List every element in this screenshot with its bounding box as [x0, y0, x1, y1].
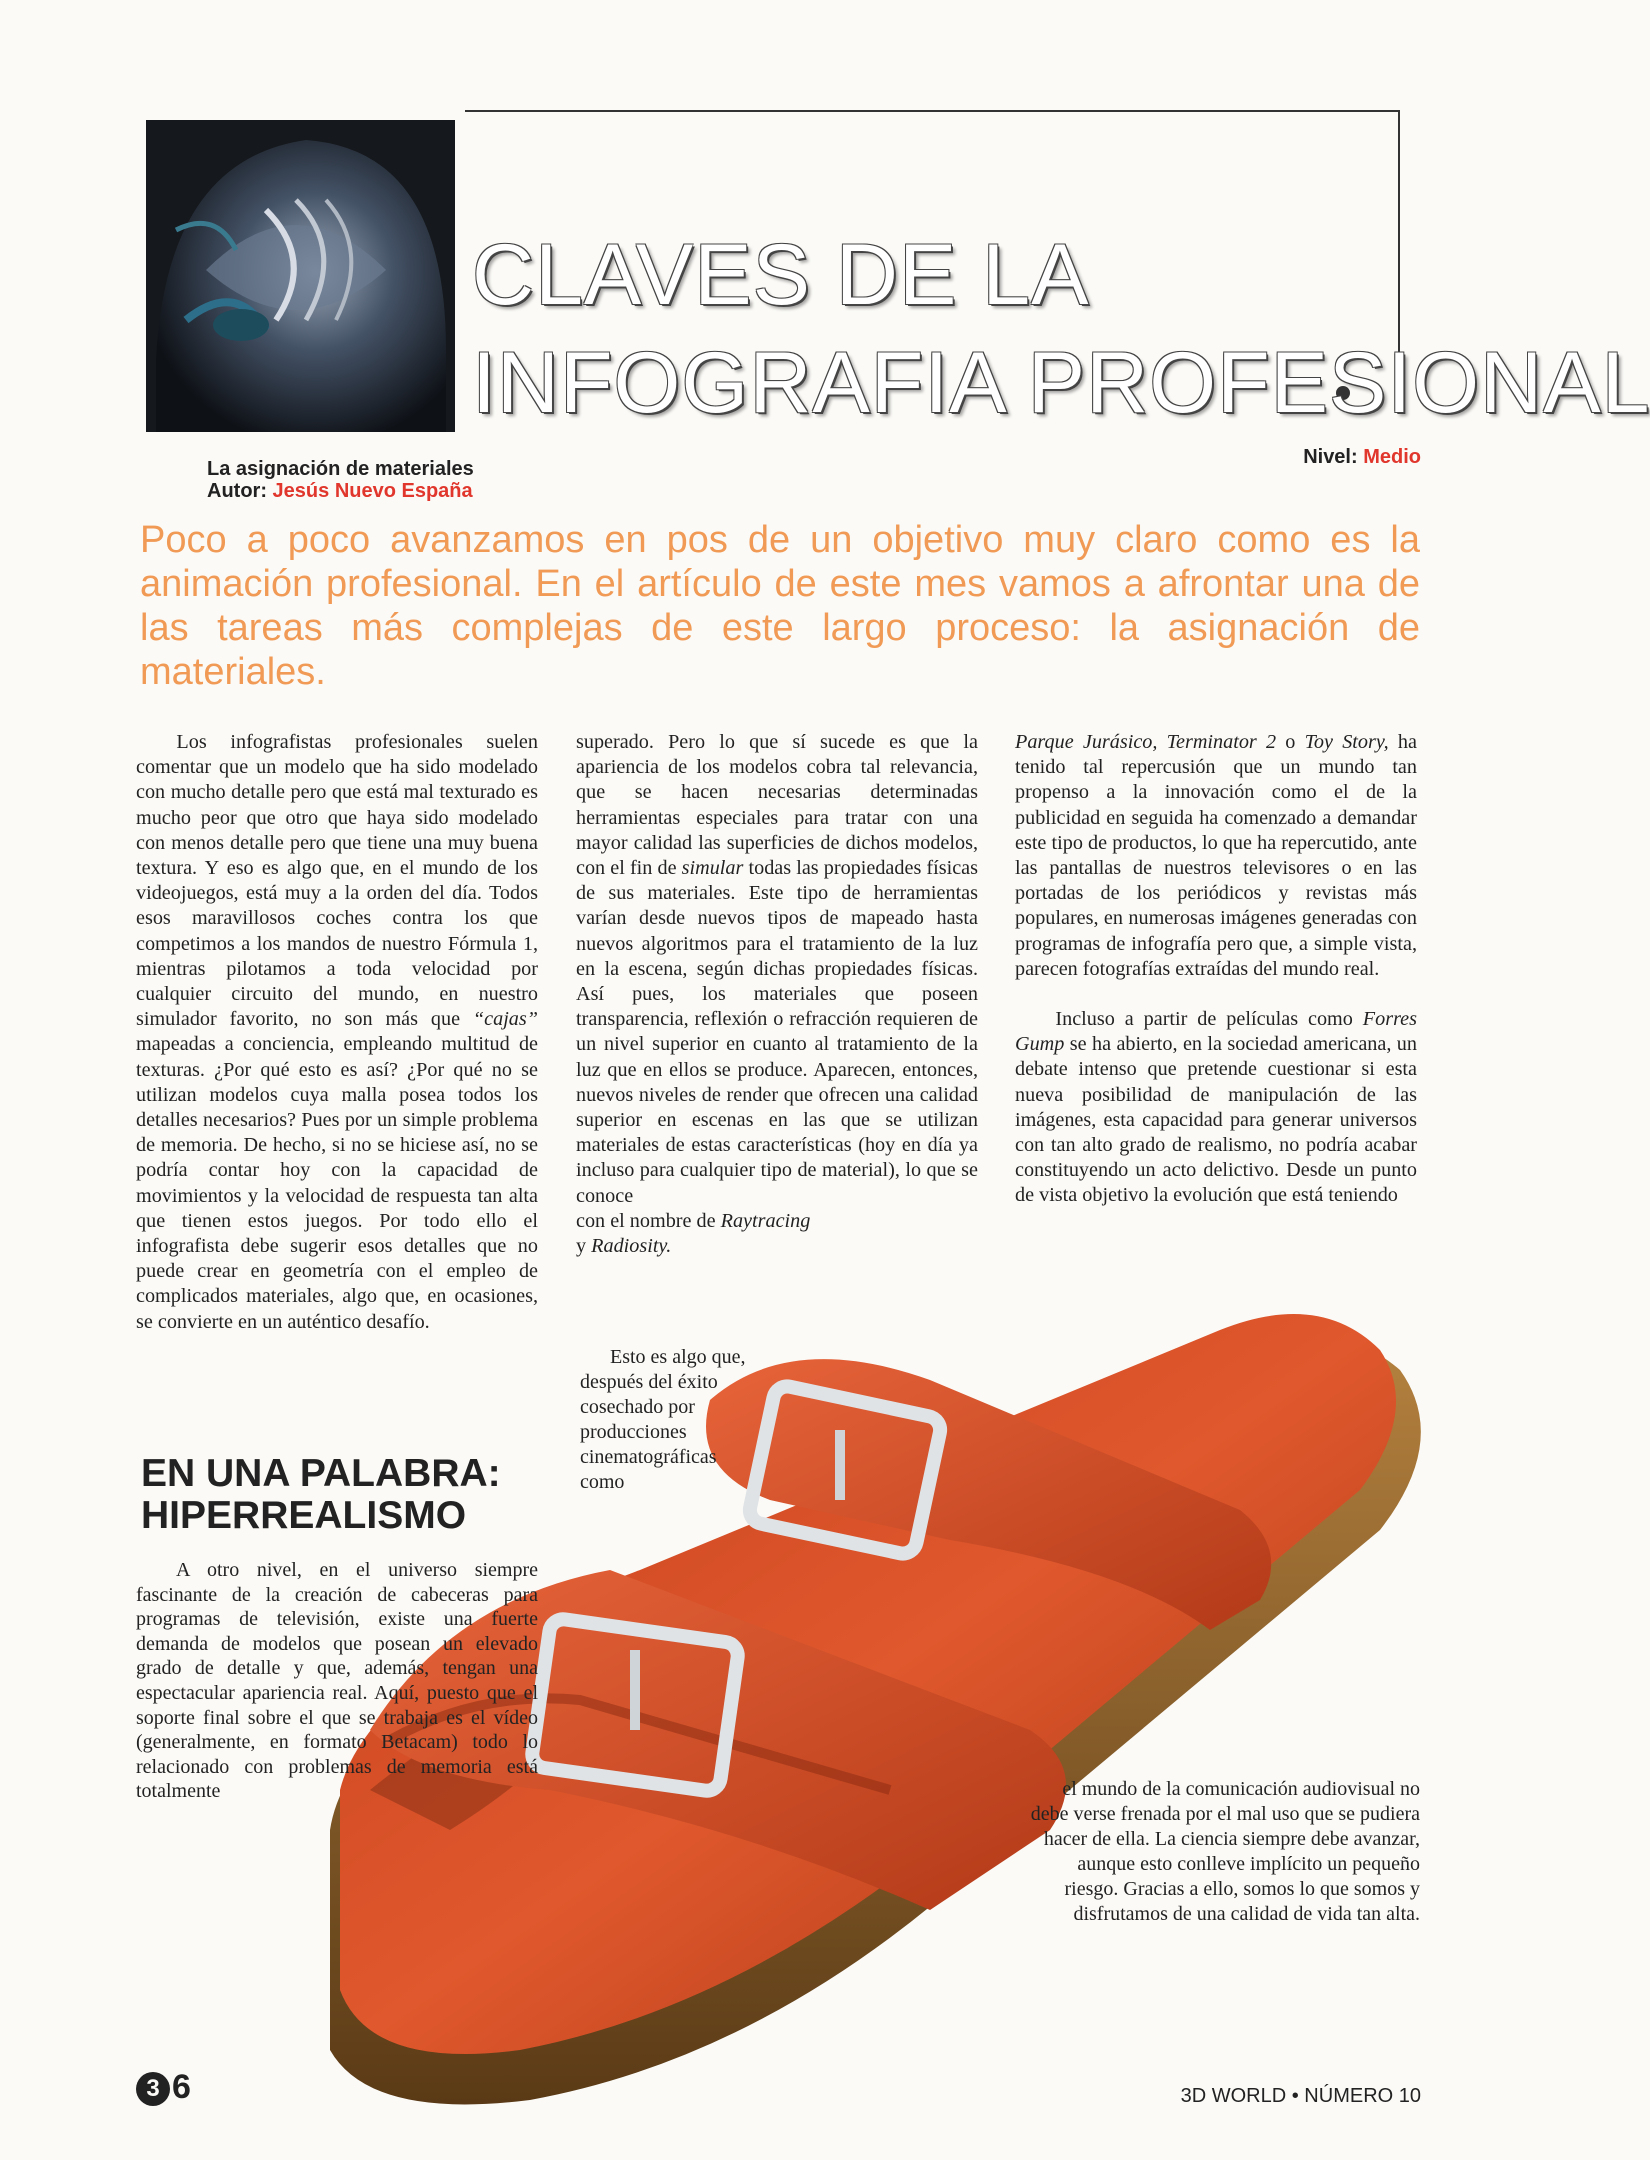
col2-paragraph-2: Esto es algo que, después del éxito cosechado por producciones cinematográficas como	[580, 1346, 746, 1493]
col3-text-b: Incluso a partir de películas como	[1055, 1008, 1363, 1031]
col2-emphasis-raytracing: Raytracing	[720, 1209, 811, 1232]
col1-paragraph-1	[136, 730, 538, 1335]
level-line	[1303, 446, 1421, 469]
col2-text-b: todas las propiedades físicas de sus materiales. Este tipo de herramientas varían desde nuevos tipos de mapeado hasta nuevos algoritmos para el tratamiento de la luz en la escena, según dichas propiedades físicas. Así pues, los materiales que poseen transparencia, reflexión o refracción requieren de un nivel superior en cuanto al tratamiento de la luz que en ellos se produce. Aparecen, entonces, nuevos niveles de render que ofrecen una calidad superior en escenas en las que se utilizan materiales de estas características (hoy en día ya incluso para cualquier tipo de material), lo que se conoce	[576, 857, 978, 1207]
col3-emphasis-forres: Forres Gump	[1015, 1008, 1417, 1056]
col1-text-b: mapeadas a conciencia, empleando multitud de texturas. ¿Por qué esto es así? ¿Por qué no se utilizan modelos cuya malla posea todos los detalles necesarios? Pues por un simple problema de memoria. De hecho, si no se hiciese así, no se podría contar hoy con la capacidad de movimientos y la velocidad de respuesta tan alta que tienen estos juegos. Por todo ello el infografista debe sugerir esos detalles que no puede crear en geometría con el empleo de complicados materiales, algo que, en ocasiones, se convierte en un auténtico desafío.	[136, 1033, 538, 1333]
article-title-line-2: INFOGRAFIA PROFESIONAL	[472, 335, 1650, 431]
col2-text-d: y	[576, 1235, 592, 1258]
col3-paragraph-3: el mundo de la comunicación audiovisual no debe verse frenada por el mal uso que se pudiera hacer de ella. La ciencia siempre debe avanzar, aunque esto conlleve implícito un pequeño riesgo. Gracias a ello, somos lo que somos y disfrutamos de una calidad de vida tan alta.	[1030, 1778, 1420, 1925]
col1-emphasis: “cajas”	[472, 1008, 538, 1031]
level-label: Nivel:	[1303, 446, 1358, 468]
col3-paragraph-2	[1015, 1007, 1417, 1209]
author-name: Jesús Nuevo España	[272, 480, 473, 502]
author-line	[207, 480, 473, 503]
level-value: Medio	[1363, 446, 1421, 468]
section-heading-line-1: EN UNA PALABRA:	[141, 1452, 501, 1495]
col2-line-radiosity	[576, 1234, 978, 1259]
magazine-footer: 3D WORLD • NÚMERO 10	[1180, 2085, 1421, 2107]
col2-emphasis: simular	[681, 857, 744, 880]
col3-emphasis-parque: Parque Jurásico, Terminator 2	[1015, 731, 1277, 753]
column-1	[136, 730, 538, 1335]
section-heading	[141, 1453, 571, 1537]
page-number-circled-digit: 3	[136, 2072, 170, 2106]
col3-paragraph-1	[1015, 730, 1417, 982]
column-2	[576, 730, 978, 1259]
col2-paragraph-1	[576, 730, 978, 1209]
author-label: Autor:	[207, 480, 267, 502]
col3-emphasis-toy: Toy Story,	[1304, 731, 1389, 753]
col3-text-c: se ha abierto, en la sociedad americana, un debate intenso que pretende cuestionar si esta nueva posibilidad de manipulación de las imágenes, esta capacidad para generar universos con tan alto grado de realismo, no podría acabar constituyendo un acto delictivo. Desde un punto de vista objetivo la evolución que está teniendo	[1015, 1033, 1417, 1207]
page-number	[136, 2068, 191, 2107]
col1-paragraph-2: A otro nivel, en el universo siempre fascinante de la creación de cabeceras para programas de televisión, existe una fuerte demanda de modelos que posean un elevado grado de detalle y que, además, tengan una espectacular apariencia real. Aquí, puesto que el soporte final sobre el que se trabaja es el vídeo (generalmente, en formato Betacam) todo lo relacionado con problemas de memoria está totalmente	[136, 1559, 538, 1803]
hero-render-image	[146, 120, 455, 432]
col3-text-o: o	[1276, 731, 1305, 753]
col2-emphasis-radiosity: Radiosity.	[591, 1235, 672, 1258]
article-title-line-1: CLAVES DE LA	[472, 227, 1090, 323]
col2-line-raytracing	[576, 1209, 978, 1234]
col2-text-c: con el nombre de	[576, 1209, 721, 1232]
column-3	[1015, 730, 1417, 1209]
section-heading-line-2: HIPERREALISMO	[141, 1494, 467, 1537]
lead-paragraph: Poco a poco avanzamos en pos de un objetivo muy claro como es la animación profesional. En el artículo de este mes vamos a afrontar una de las tareas más complejas de este largo proceso: la asignación de materiales.	[140, 519, 1420, 693]
col2-text-a: superado. Pero lo que sí sucede es que la apariencia de los modelos cobra tal relevancia, que se hacen necesarias determinadas herramientas especiales para tratar con una mayor calidad las superficies de dichos modelos, con el fin de	[576, 731, 978, 880]
col1-text-a: Los infografistas profesionales suelen comentar que un modelo que ha sido modelado con mucho detalle pero que está mal texturado es mucho peor que otro que haya sido modelado con menos detalle pero que tiene una muy buena textura. Y eso es algo que, en el mundo de los videojuegos, está muy a la orden del día. Todos esos maravillosos coches contra los que competimos a los mandos de nuestro Fórmula 1, mientras pilotamos a toda velocidad por cualquier circuito del mundo, en nuestro simulador favorito, no son más que	[136, 731, 538, 1031]
col3-text-a: ha tenido tal repercusión que un mundo tan propenso a la innovación como el de la publicidad en seguida ha comenzado a demandar este tipo de productos, lo que ha repercutido, ante las pantallas de nuestros televisores o en las portadas de los periódicos y revistas más populares, en numerosas imágenes generadas con programas de infografía pero que, a simple vista, parecen fotografías extraídas del mundo real.	[1015, 731, 1417, 980]
article-subtitle: La asignación de materiales	[207, 458, 474, 480]
page-number-digit: 6	[172, 2068, 191, 2106]
